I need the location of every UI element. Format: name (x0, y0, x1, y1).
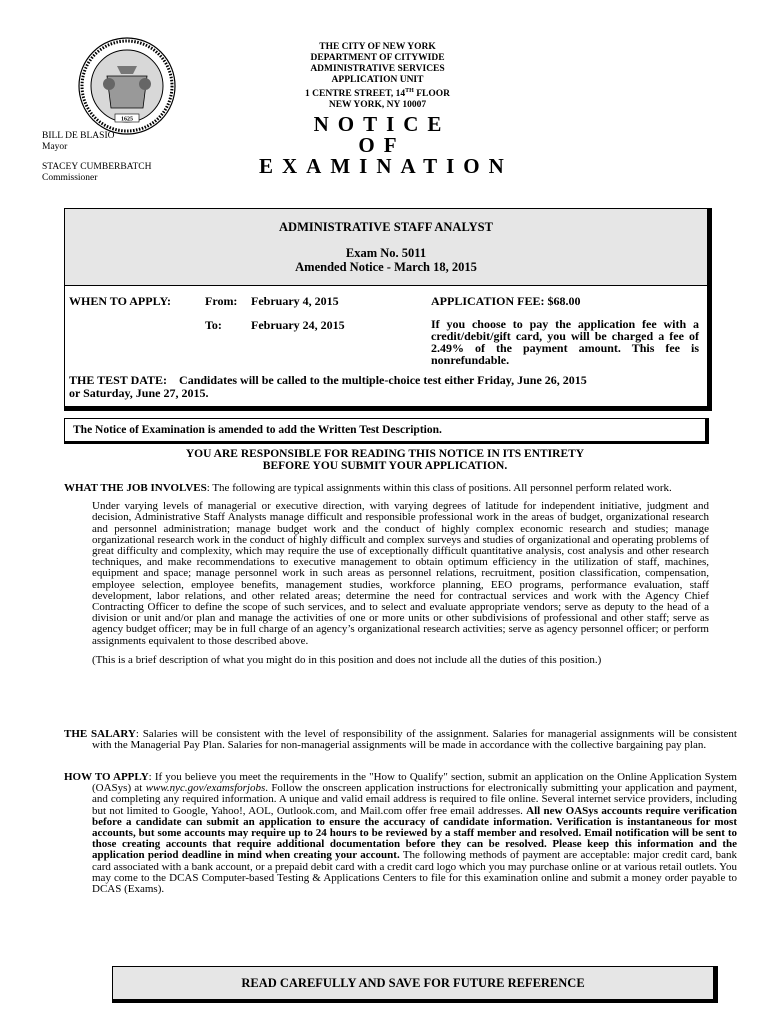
address-line: THE CITY OF NEW YORK (319, 42, 436, 52)
address-line: DEPARTMENT OF CITYWIDE (310, 53, 445, 63)
how-to-apply-section: HOW TO APPLY: If you believe you meet the requirements in the "How to Qualify" section, submit an application on the Online Application System (OASys) at www.nyc.gov/examsforjobs. Follow the onscreen application instructions for electronically submitting your application and payment, and completing any required information. A unique and valid email address is required to file online. Several internet service providers, including but not limited to Google, Yahoo!, AOL, Outlook.com, and Mail.com offer free email addresses. All new OASys accounts require verification before a candidate can submit an application to ensure the accuracy of candidate information. Verification is instantaneous for most accounts, but some accounts may require up to 24 hours to be reviewed by a staff member and resolved. Email notification will be sent to those creating accounts that require additional documentation before they can be resolved. Please keep this information and the application period deadline in mind when creating your account. The following methods of payment are acceptable: major credit card, bank card associated with a bank account, or a prepaid debit card with a credit card logo which you may purchase online or at various retail outlets. You may come to the DCAS Computer-based Testing & Applications Centers to file for this examination online and submit a money order payable to DCAS (Exams). (64, 771, 738, 896)
address-line: ADMINISTRATIVE SERVICES (310, 64, 445, 74)
officials (42, 131, 151, 183)
commissioner-title: Commissioner (42, 172, 98, 183)
verification-notice: All new OASys accounts require verification before a candidate can submit an application to ensure the accuracy of candidate information. Verification is instantaneous for most accounts, but some accounts may require up to 24 hours to be reviewed by a staff member and resolved. Email notification will be sent to those creating accounts that require additional documentation before they can be resolved. Please keep this information and the application period deadline in mind when creating your account. (92, 804, 738, 862)
how-heading: HOW TO APPLY (64, 771, 149, 783)
job-note: (This is a brief description of what you might do in this position and does not include all the duties of this position.) (92, 653, 602, 666)
street-line: 1 CENTRE STREET, 14TH FLOOR (305, 88, 450, 100)
test-date-label: THE TEST DATE: (69, 373, 168, 387)
footer-text: READ CAREFULLY AND SAVE FOR FUTURE REFERENCE (241, 976, 585, 990)
to-date: February 24, 2015 (251, 318, 345, 332)
exam-number: Exam No. 5011 (345, 246, 427, 260)
salary-heading: THE SALARY (64, 728, 136, 740)
job-intro: WHAT THE JOB INVOLVES: The following are typical assignments within this class of positions. All personnel perform related work. (64, 482, 672, 494)
exam-name: ADMINISTRATIVE STAFF ANALYST (279, 220, 493, 234)
apply-url[interactable]: www.nyc.gov/examsforjobs (145, 782, 266, 795)
seal-year: 1625 (121, 116, 133, 123)
exam-title-box (64, 208, 712, 286)
job-section (64, 483, 709, 666)
from-label: From: (205, 294, 238, 308)
responsibility-notice: YOU ARE RESPONSIBLE FOR READING THIS NOTICE IN ITS ENTIRETY BEFORE YOU SUBMIT YOUR APPLICATION. (185, 448, 585, 472)
job-heading: WHAT THE JOB INVOLVES (64, 482, 207, 494)
application-info-box (64, 285, 712, 411)
page-title: NOTICE OF EXAMINATION (259, 112, 513, 178)
address-line: APPLICATION UNIT (331, 75, 424, 85)
test-date-text: Candidates will be called to the multiple-choice test either Friday, June 26, 2015 (179, 373, 587, 387)
from-date: February 4, 2015 (251, 294, 339, 308)
test-date-text-2: or Saturday, June 27, 2015. (69, 386, 209, 400)
city-line: NEW YORK, NY 10007 (328, 100, 427, 111)
amended-notice: Amended Notice - March 18, 2015 (295, 260, 477, 274)
amendment-text: The Notice of Examination is amended to add the Written Test Description. (73, 424, 442, 436)
amendment-box (64, 418, 709, 444)
fee-label: APPLICATION FEE: $68.00 (431, 294, 581, 308)
fee-note: If you choose to pay the application fee with a credit/debit/gift card, you will be charged a fee of 2.49% of the payment amount. This fee is nonrefundable. (431, 317, 699, 367)
salary-section: THE SALARY: Salaries will be consistent with the level of responsibility of the assignment. Salaries for managerial assignments will be consistent with the Managerial Pay Plan. Salaries for non-managerial assignments will be made in accordance with the collective bargaining pay plan. (64, 728, 737, 752)
city-seal-logo (77, 36, 177, 136)
commissioner-name: STACEY CUMBERBATCH (42, 162, 152, 172)
mayor-title: Mayor (42, 141, 68, 152)
job-body: Under varying levels of managerial or executive direction, with varying degrees of latitude for independent initiative, judgment and decision, Administrative Staff Analysts manage difficult and responsible professional work in the areas of budget, organizational research and personnel administration; manage budget work and the conduct of highly complex economic research and studies; manage organizational research work in the conduct of highly difficult and complex surveys and studies of organizational and operating problems of great difficulty and complexity, which may require the use of exceptionally difficult quantitative analysis, cost analysis and other research techniques, and make recommendations to executive management to obtain optimum efficiency in the utilization of staff, machines, equipment and space; manage personnel work in such areas as personnel relations, recruitment, position classification, compensation, employee selection, employee benefits, management studies, workforce planning, EEO programs, performance evaluation, staff development, labor relations, and other related areas; determine the need for contractual services and work with the Agency Chief Contracting Officer to define the scope of such services, and to select and evaluate appropriate vendors; serve as deputy to the head of a division or unit and/or plan and manage the activities of one or more units or other subdivisions of professional and other staff; serve as agency budget officer; may be in full charge of an agency’s organizational research activities; serve as agency personnel officer; or perform assignments equivalent to those described above. (92, 500, 709, 647)
mayor-name: BILL DE BLASIO (42, 131, 115, 141)
header-address (250, 42, 505, 111)
when-label: WHEN TO APPLY: (69, 294, 172, 308)
to-label: To: (205, 318, 222, 332)
footer-notice-box (112, 966, 718, 1003)
